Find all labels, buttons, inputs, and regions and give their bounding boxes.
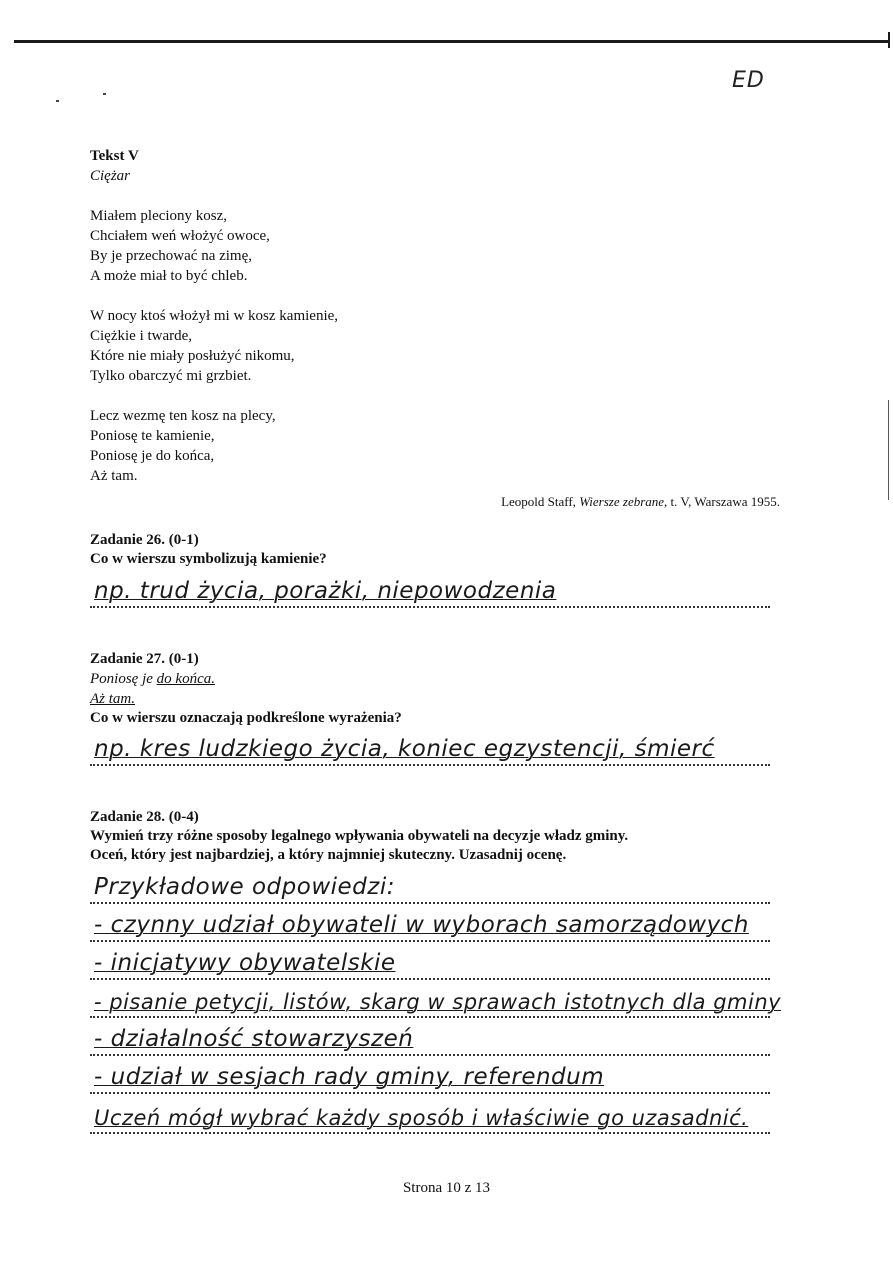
- poem-line: Chciałem weń włożyć owoce,: [90, 228, 270, 244]
- corner-mark: ED: [732, 68, 765, 93]
- task-28-answer-line: [90, 868, 770, 904]
- task-26-question: Co w wierszu symbolizują kamienie?: [90, 551, 327, 567]
- task-28-answer-line: [90, 1058, 770, 1094]
- poem-line: Aż tam.: [90, 468, 138, 484]
- task-27-title: Zadanie 27. (0-1): [90, 651, 199, 667]
- task-28-question-line2: Oceń, który jest najbardziej, a który najmniej skuteczny. Uzasadnij ocenę.: [90, 847, 567, 863]
- scan-speck: [56, 100, 59, 102]
- task-28-answer: - udział w sesjach rady gminy, referendum: [94, 1064, 605, 1090]
- poem-line: Które nie miały posłużyć nikomu,: [90, 348, 295, 364]
- task-28-answer-line: [90, 944, 770, 980]
- task-28: [90, 808, 628, 865]
- poem-line: By je przechować na zimę,: [90, 248, 253, 264]
- poem-stanza: [90, 206, 338, 286]
- poem-line: Poniosę je do końca,: [90, 448, 215, 464]
- task-28-answer-line: [90, 906, 770, 942]
- poem-source: [501, 494, 780, 510]
- task-26-answer-line: [90, 572, 770, 608]
- task-27-quote-line2: Aż tam.: [90, 691, 135, 707]
- source-details: , t. V, Warszawa 1955.: [664, 494, 780, 509]
- poem-line: W nocy ktoś włożył mi w kosz kamienie,: [90, 308, 339, 324]
- task-26-title: Zadanie 26. (0-1): [90, 532, 199, 548]
- task-28-answer: Uczeń mógł wybrać każdy sposób i właściwie go uzasadnić.: [94, 1106, 749, 1130]
- page-footer: Strona 10 z 13: [402, 1180, 491, 1196]
- task-27-answer-line: [90, 730, 770, 766]
- source-book: Wiersze zebrane: [579, 494, 665, 509]
- task-28-answer: - działalność stowarzyszeń: [94, 1026, 414, 1052]
- margin-mark: [888, 400, 889, 500]
- task-28-answer: - czynny udział obywateli w wyborach samorządowych: [94, 912, 749, 938]
- poem-line: Miałem pleciony kosz,: [90, 208, 228, 224]
- task-28-answer: - inicjatywy obywatelskie: [94, 950, 396, 976]
- top-rule: [14, 40, 890, 43]
- poem-line: Tylko obarczyć mi grzbiet.: [90, 368, 252, 384]
- poem: [90, 146, 338, 506]
- source-author: Leopold Staff,: [501, 494, 576, 509]
- task-28-answer-header: Przykładowe odpowiedzi:: [94, 874, 395, 900]
- task-27-answer: np. kres ludzkiego życia, koniec egzystencji, śmierć: [94, 736, 715, 762]
- poem-stanza: [90, 406, 338, 486]
- task-28-answer-line: [90, 1020, 770, 1056]
- quote-prefix: Poniosę je: [90, 671, 157, 687]
- poem-line: Lecz wezmę ten kosz na plecy,: [90, 408, 276, 424]
- quote-underlined: do końca.: [156, 671, 215, 687]
- task-28-answer-line: [90, 1098, 770, 1134]
- poem-title: Ciężar: [90, 168, 131, 184]
- poem-stanza: [90, 306, 338, 386]
- task-27-quote: [90, 669, 402, 689]
- poem-line: Poniosę te kamienie,: [90, 428, 215, 444]
- scan-speck: [103, 93, 106, 95]
- task-26-answer: np. trud życia, porażki, niepowodzenia: [94, 578, 557, 604]
- task-27: [90, 650, 402, 728]
- task-28-title: Zadanie 28. (0-4): [90, 809, 199, 825]
- poem-line: Ciężkie i twarde,: [90, 328, 193, 344]
- poem-line: A może miał to być chleb.: [90, 268, 248, 284]
- task-28-answer: - pisanie petycji, listów, skarg w sprawach istotnych dla gminy: [94, 990, 782, 1014]
- poem-section: Tekst V: [90, 148, 139, 164]
- task-28-question-line1: Wymień trzy różne sposoby legalnego wpływania obywateli na decyzje władz gminy.: [90, 828, 629, 844]
- task-26: [90, 531, 327, 569]
- task-27-question: Co w wierszu oznaczają podkreślone wyrażenia?: [90, 710, 402, 726]
- task-28-answer-line: [90, 982, 782, 1018]
